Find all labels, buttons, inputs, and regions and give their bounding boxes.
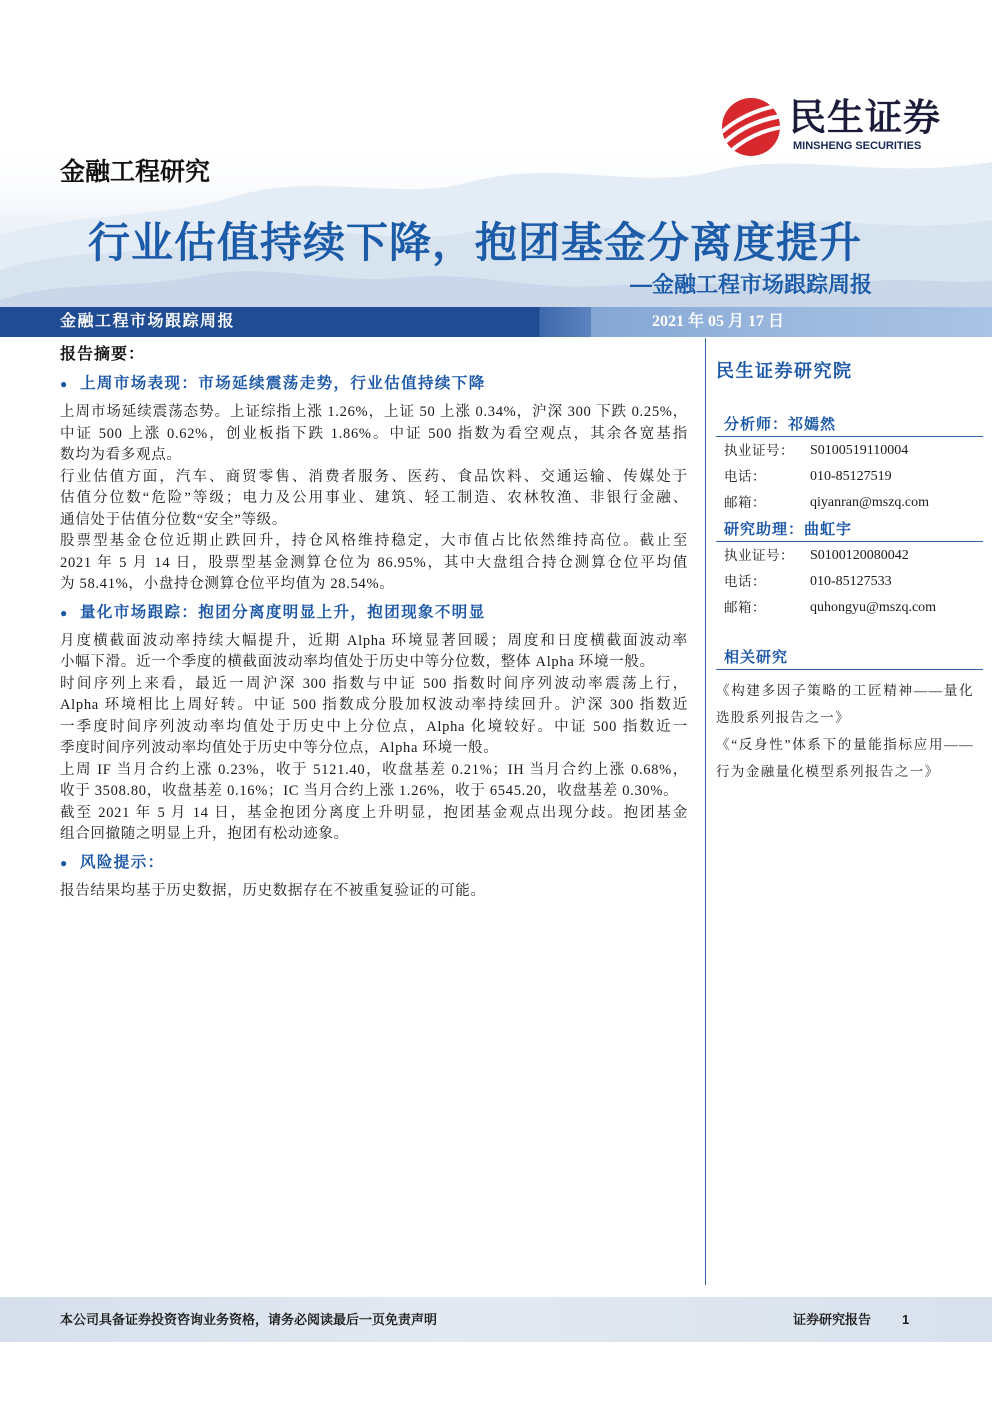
text-line: 选股系列报告之一》 — [716, 709, 851, 725]
assistant-heading-text: 研究助理：曲虹宇 — [724, 522, 853, 538]
contact-email-link[interactable]: quhongyu@mszq.com — [810, 600, 937, 615]
contact-row-license — [716, 438, 983, 464]
analyst-heading-text: 分析师：祁嫣然 — [724, 417, 837, 433]
bullet-icon: ● — [60, 377, 68, 391]
assistant-contact — [716, 543, 983, 621]
summary-section-risk — [60, 852, 688, 903]
report-title: 行业估值持续下降，抱团基金分离度提升 — [88, 219, 863, 266]
minsheng-logo-icon — [721, 97, 781, 157]
section-title — [60, 602, 688, 624]
related-report-link[interactable] — [716, 731, 974, 785]
report-summary — [60, 343, 688, 902]
text-line: 通信处于估值分位数“安全”等级。 — [60, 511, 288, 528]
contact-value: S0100120080042 — [810, 548, 909, 563]
footer-disclaimer: 本公司具备证券投资咨询业务资格，请务必阅读最后一页免责声明 — [60, 1312, 438, 1327]
contact-label: 执业证号： — [724, 548, 794, 563]
text-line: 上周 IF 当月合约上涨 0.23%，收于 5121.40，收盘基差 0.21%；IH 当月合约上涨 0.68%， — [60, 761, 688, 778]
text-line: 行业估值方面，汽车、商贸零售、消费者服务、医药、食品饮料、交通运输、传媒处于 — [60, 468, 688, 485]
text-line: 小幅下滑。近一个季度的横截面波动率均值处于历史中等分位数，整体 Alpha 环境一般。 — [60, 654, 655, 670]
section-title — [60, 373, 688, 395]
text-line: 估值分位数“危险”等级；电力及公用事业、建筑、轻工制造、农林牧渔、非银行金融、 — [60, 490, 688, 506]
section-title-text: 量化市场跟踪：抱团分离度明显上升，抱团现象不明显 — [80, 603, 486, 621]
text-line: 中证 500 上涨 0.62%，创业板指下跌 1.86%。中证 500 指数为看空观点，其余各宽基指 — [60, 425, 688, 442]
title-band — [0, 307, 992, 337]
text-line: 季度时间序列波动率均值处于历史中等分位点，Alpha 环境一般。 — [60, 740, 499, 756]
contact-row-phone — [716, 464, 983, 490]
report-category: 金融工程研究 — [60, 158, 211, 186]
summary-heading: 报告摘要： — [60, 346, 146, 363]
summary-section-market — [60, 373, 688, 596]
text-line: 报告结果均基于历史数据，历史数据存在不被重复验证的可能。 — [60, 882, 486, 899]
assistant-heading — [716, 519, 983, 542]
contact-value: 010-85127533 — [810, 574, 892, 589]
text-line: 数均为看多观点。 — [60, 447, 182, 463]
brand-name-cn: 民生证券 — [789, 97, 941, 138]
section-title-text: 上周市场表现：市场延续震荡走势，行业估值持续下降 — [80, 375, 486, 392]
report-date: 2021 年 05 月 17 日 — [652, 313, 785, 330]
brand-name-en: MINSHENG SECURITIES — [793, 140, 922, 152]
summary-section-quant — [60, 602, 688, 846]
analyst-contact — [716, 438, 983, 516]
column-divider — [705, 338, 706, 1285]
contact-label: 邮箱： — [724, 495, 766, 510]
paragraph — [60, 881, 688, 903]
related-research-list — [716, 677, 974, 785]
paragraph — [60, 402, 688, 467]
contact-label: 邮箱： — [724, 600, 766, 615]
text-line: 行为金融量化模型系列报告之一》 — [716, 763, 940, 779]
section-title — [60, 852, 688, 874]
text-line: 为 58.41%，小盘持仓测算仓位平均值为 28.54%。 — [60, 576, 395, 592]
contact-email-link[interactable]: qiyanran@mszq.com — [810, 495, 930, 510]
contact-row-license — [716, 543, 983, 569]
text-line: Alpha 环境相比上周好转。中证 500 指数成分股加权波动率持续回升。沪深 300 指数近 — [60, 697, 688, 713]
contact-label: 电话： — [724, 469, 766, 484]
text-line: 《“反身性”体系下的量能指标应用—— — [716, 736, 974, 752]
report-subtitle: —金融工程市场跟踪周报 — [629, 272, 872, 297]
band-series-name: 金融工程市场跟踪周报 — [60, 313, 236, 330]
text-line: 一季度时间序列波动率均值处于历史中上分位点，Alpha 化境较好。中证 500 指数近一 — [60, 718, 688, 735]
page-number: 1 — [902, 1312, 910, 1327]
text-line: 《构建多因子策略的工匠精神——量化 — [716, 682, 974, 698]
text-line: 月度横截面波动率持续大幅提升，近期 Alpha 环境显著回暖；周度和日度横截面波动率 — [60, 632, 688, 649]
contact-label: 电话： — [724, 574, 766, 589]
footer-doc-type: 证券研究报告 — [793, 1312, 872, 1327]
bullet-icon: ● — [60, 605, 68, 620]
contact-row-email — [716, 490, 983, 516]
text-line: 上周市场延续震荡态势。上证综指上涨 1.26%，上证 50 上涨 0.34%，沪深 300 下跌 0.25%， — [60, 404, 688, 420]
text-line: 截至 2021 年 5 月 14 日，基金抱团分离度上升明显，抱团基金观点出现分歧。抱团基金 — [60, 804, 688, 821]
related-heading-text: 相关研究 — [724, 650, 789, 666]
paragraph — [60, 760, 688, 803]
research-institute: 民生证券研究院 — [716, 361, 853, 381]
text-line: 2021 年 5 月 14 日，股票型基金测算仓位为 86.95%，其中大盘组合持仓测算仓位平均值 — [60, 554, 688, 571]
paragraph — [60, 803, 688, 846]
analyst-heading — [716, 414, 983, 437]
section-title-text: 风险提示： — [80, 853, 165, 871]
related-report-link[interactable] — [716, 677, 974, 731]
paragraph — [60, 674, 688, 760]
contact-row-email — [716, 595, 983, 621]
related-research-heading — [716, 647, 983, 670]
paragraph — [60, 531, 688, 596]
text-line: 收于 3508.80，收盘基差 0.16%；IC 当月合约上涨 1.26%，收于 6545.20，收盘基差 0.30%。 — [60, 783, 679, 799]
text-line: 时间序列上来看，最近一周沪深 300 指数与中证 500 指数时间序列波动率震荡上行， — [60, 675, 688, 692]
paragraph — [60, 467, 688, 532]
bullet-icon: ● — [60, 855, 68, 870]
contact-label: 执业证号： — [724, 443, 794, 458]
contact-row-phone — [716, 569, 983, 595]
contact-value: S0100519110004 — [810, 443, 909, 458]
text-line: 股票型基金仓位近期止跌回升，持仓风格维持稳定，大市值占比依然维持高位。截止至 — [60, 533, 688, 549]
contact-value: 010-85127519 — [810, 469, 892, 484]
text-line: 组合回撤随之明显上升，抱团有松动迹象。 — [60, 826, 349, 842]
paragraph — [60, 631, 688, 674]
page-footer — [0, 1297, 992, 1342]
